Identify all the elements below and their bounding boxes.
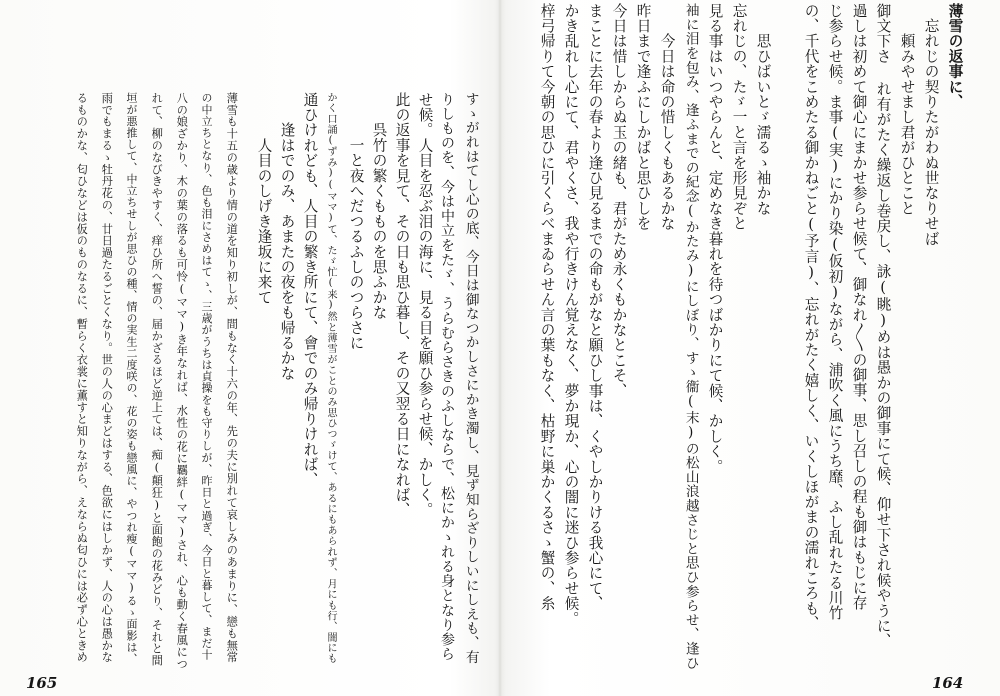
text-column: 見る事はいつやらんと、定めなき暮れを待つばかりにて候、かしく。 bbox=[706, 3, 724, 475]
text-column: 袖に泪を包み、逢ふまでの紀念(かたみ)にしぼり、すゝ衞(末)の松山浪越さじと思ひ参らせ、逢ひ bbox=[682, 3, 699, 670]
text-column: 一と夜へだつるふしのつらさに bbox=[347, 92, 365, 351]
text-column: の中立ちとなり、色も泪にさめはてゝ、三歳がうちは貞操をも守りしが、昨日と過ぎ、今日と暮して、まだ十 bbox=[200, 92, 213, 661]
text-column: すゝがれはてし心の底、今日は御なつかしさにかき濁し、見ず知らざりしいにしえも、有 bbox=[462, 92, 479, 664]
page-165 bbox=[0, 0, 498, 696]
text-column: 八の娘ざかり、木の葉の落るも可怜(ママ)き年なれば、水性の花に羈絆(ママ)され、心も動く春風につ bbox=[175, 92, 189, 670]
text-column: 御文下さ れ有がたく繰返し巻戻し、詠(眺)めは愚かの御事にて候、仰せ下され候やうに、 bbox=[874, 3, 892, 649]
text-column: 薄雪も十五の歳より情の道を知り初しが、間もなく十六の年、先の夫に別れて哀しみのあまりに、戀も無常 bbox=[225, 92, 239, 664]
text-column: かく口誦(ずみ)(ママ)て、たゞ忙(来)然と薄雪がことのみ思ひつゞけて、あるにもあられず、月にも行、闇にも bbox=[325, 92, 337, 665]
text-column: かき乱れし心にて、君やくさ、我や行きけん覚えなく、夢か現か、心の闇に迷ひ参らせ候。 bbox=[562, 3, 580, 627]
text-column: 呉竹の繁くもものを思ふかな bbox=[370, 92, 388, 320]
text-column: 逢はでのみ、あまたの夜をも帰るかな bbox=[278, 92, 296, 381]
text-column: 梓弓帰りて今朝の思ひに引くらべまゐらせん言の葉もなく、枯野に巣かくるさゝ蟹の、糸 bbox=[538, 3, 556, 611]
text-column: 雨でもまるゝ牡丹花の、廿日過たるごとくなり。世の人の心まどはする、色欲にはしかず、人の心は愚かな bbox=[100, 92, 114, 664]
page-number: 165 bbox=[26, 674, 58, 692]
text-column: 今日は命の惜しくもあるかな bbox=[658, 3, 676, 231]
text-column: りしものを、今は中立をたゞ、うらむらさきのふしならで、松にかゝれる身となり参ら bbox=[439, 92, 455, 662]
text-column: 昨日まで逢ふにしかばと思ひしを bbox=[634, 3, 652, 231]
text-column: 通ひけれども、人目の繁き所にて、會でのみ帰りければ、 bbox=[301, 92, 319, 488]
page-164 bbox=[502, 0, 1000, 696]
text-column: 忘れじの契りたがわぬ世なりせば bbox=[922, 3, 940, 247]
text-column: の、千代をこめたる御かねごと(予言)、忘れがたく嬉しく、いくしほがまの濡れころも、 bbox=[802, 3, 820, 631]
text-column: 垣が悪推して、中立ちせしが思ひの種、情の実生二度咲の、花の姿も戀風に、やつれ瘦(ママ)るゝ面影は、 bbox=[125, 92, 138, 665]
text-column: じ参らせ候。ま事(実)にかり染(仮初)ながら、浦吹く風にうち靡、ふし乱れたる川竹 bbox=[826, 3, 844, 621]
text-column: 過しは初めて御心にまかせ参らせ候て、御なれ〳〵の御事、思し召しの程も御はもじに存 bbox=[850, 3, 868, 611]
text-column: るものかな、匂ひなどは仮のものなるに、暫らく衣裳に薫すと知りながら、えならぬ匂ひには必ず心ときめ bbox=[75, 92, 89, 664]
text-column: 薄雪の返事に、 bbox=[946, 3, 964, 110]
text-column: 今日は惜しからぬ玉の緒も、君がため永くもかなとこそ、 bbox=[610, 3, 628, 399]
text-column: 此の返事を見て、その日も思ひ暮し、その又翌る日になれば、 bbox=[393, 92, 411, 518]
text-column: 思ひばいとゞ濡るゝ袖かな bbox=[754, 3, 772, 216]
text-column: まことに去年の春より逢ひ見るまでの命もがなと願ひし事は、くやしかりける我心にて、 bbox=[586, 3, 604, 611]
text-column: 頼みやせまし君がひとこと bbox=[898, 3, 916, 216]
text-column: 忘れじの、たゞ一と言を形見ぞと bbox=[730, 3, 748, 231]
text-column: 人目のしげき逢坂に来て bbox=[255, 92, 273, 305]
page-number: 164 bbox=[932, 674, 964, 692]
text-column: せ候。人目を忍ぶ泪の海に、見る目を願ひ参らせ候、かしく。 bbox=[416, 92, 434, 518]
text-column: れて、柳のなびきやすく、痒ひ所へ誓の、届かざるほど逆上ては、痴(顛狂)と面飽の花みどり、それと間 bbox=[150, 92, 164, 667]
